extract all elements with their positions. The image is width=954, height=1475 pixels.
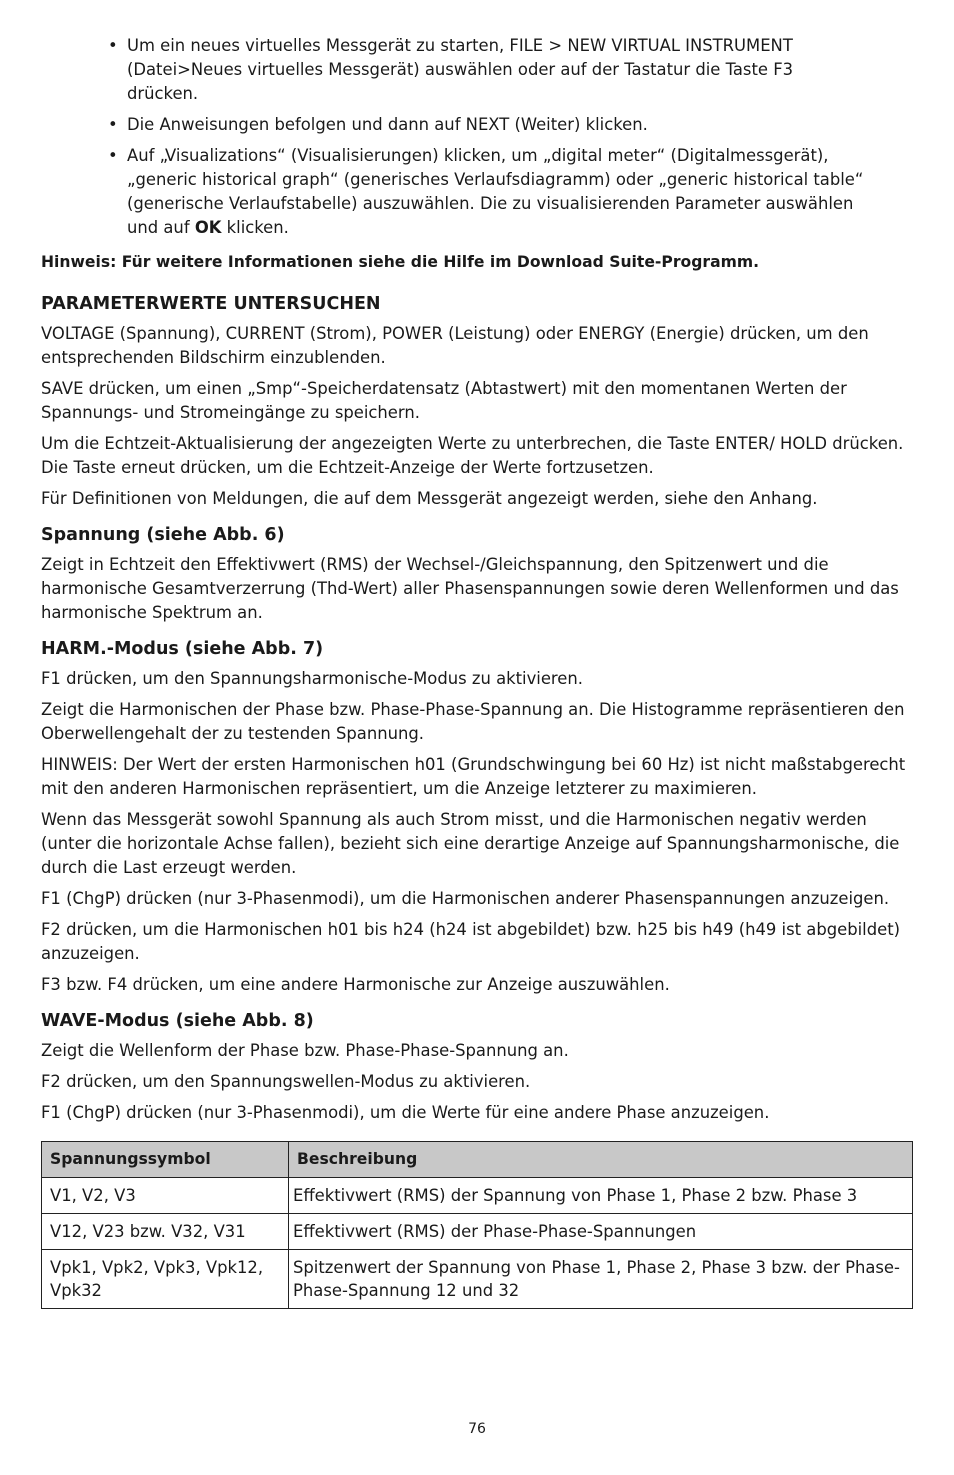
table-row [42,1214,913,1250]
cell-symbol: Vpk1, Vpk2, Vpk3, Vpk12, Vpk32 [42,1250,289,1309]
list-item-text: Auf „Visualizations“ (Visualisierungen) klicken, um „digital meter“ (Digitalmessgerät), „generic historical graph“ (generisches Verlaufsdiagramm) oder „generic historical table“ (generische Verlaufstabelle) auszuwählen. Die zu visualisierenden Parameter auswählen und auf [127,146,864,237]
table-row [42,1250,913,1309]
subsection-title-spannung: Spannung (siehe Abb. 6) [41,525,285,545]
cell-description: Effektivwert (RMS) der Phase-Phase-Spannungen [289,1214,913,1250]
page-number: 76 [468,1421,486,1437]
section-title: PARAMETERWERTE UNTERSUCHEN [41,294,381,314]
list-item [41,34,867,106]
table-row [42,1178,913,1214]
note: Hinweis: Für weitere Informationen siehe die Hilfe im Download Suite-Programm. [41,253,760,271]
column-header-description: Beschreibung [289,1142,913,1178]
paragraph: F2 drücken, um die Harmonischen h01 bis h24 (h24 ist abgebildet) bzw. h25 bis h49 (h49 ist abgebildet) anzuzeigen. [41,920,901,963]
cell-description: Spitzenwert der Spannung von Phase 1, Phase 2, Phase 3 bzw. der Phase-Phase-Spannung 12 und 32 [289,1250,913,1309]
cell-description: Effektivwert (RMS) der Spannung von Phase 1, Phase 2 bzw. Phase 3 [289,1178,913,1214]
list-item-text: Um ein neues virtuelles Messgerät zu starten, FILE > NEW VIRTUAL INSTRUMENT (Datei>Neues virtuelles Messgerät) auswählen oder auf der Tastatur die Taste F3 drücken. [127,36,794,103]
subsection-title-wave: WAVE-Modus (siehe Abb. 8) [41,1011,314,1031]
paragraph: HINWEIS: Der Wert der ersten Harmonischen h01 (Grundschwingung bei 60 Hz) ist nicht maßstabgerecht mit den anderen Harmonischen repräsentiert, um die Anzeige letzterer zu maximieren. [41,755,906,798]
paragraph: Für Definitionen von Meldungen, die auf dem Messgerät angezeigt werden, siehe den Anhang. [41,489,818,508]
paragraph: Zeigt in Echtzeit den Effektivwert (RMS) der Wechsel-/Gleichspannung, den Spitzenwert und die harmonische Gesamtverzerrung (Thd-Wert) aller Phasenspannungen sowie deren Wellenformen und das harmonische Spektrum an. [41,555,899,622]
list-item-text: Die Anweisungen befolgen und dann auf NEXT (Weiter) klicken. [127,115,648,134]
bullet-icon: • [108,36,118,55]
bullet-icon: • [108,146,118,165]
column-header-symbol: Spannungssymbol [42,1142,289,1178]
list-item [41,144,867,240]
paragraph: F1 (ChgP) drücken (nur 3-Phasenmodi), um die Werte für eine andere Phase anzuzeigen. [41,1103,770,1122]
paragraph: Zeigt die Wellenform der Phase bzw. Phase-Phase-Spannung an. [41,1041,569,1060]
paragraph: F3 bzw. F4 drücken, um eine andere Harmonische zur Anzeige auszuwählen. [41,975,670,994]
cell-symbol: V1, V2, V3 [42,1178,289,1214]
paragraph: Um die Echtzeit-Aktualisierung der angezeigten Werte zu unterbrechen, die Taste ENTER/ HOLD drücken. Die Taste erneut drücken, um die Echtzeit-Anzeige der Werte fortzusetzen. [41,434,904,477]
paragraph: F2 drücken, um den Spannungswellen-Modus zu aktivieren. [41,1072,531,1091]
document-page [41,34,913,1309]
list-item-bold: OK [194,218,222,237]
paragraph: Wenn das Messgerät sowohl Spannung als auch Strom misst, und die Harmonischen negativ werden (unter die horizontale Achse fallen), bezieht sich eine derartige Anzeige auf Spannungsharmonische, die durch die Last erzeugt werden. [41,810,900,877]
instruction-list [41,34,913,240]
table-header-row [42,1142,913,1178]
list-item-text-end: klicken. [221,218,289,237]
voltage-symbol-table [41,1141,913,1309]
paragraph: F1 (ChgP) drücken (nur 3-Phasenmodi), um die Harmonischen anderer Phasenspannungen anzuzeigen. [41,889,890,908]
paragraph: VOLTAGE (Spannung), CURRENT (Strom), POWER (Leistung) oder ENERGY (Energie) drücken, um den entsprechenden Bildschirm einzublenden. [41,324,869,367]
paragraph: SAVE drücken, um einen „Smp“-Speicherdatensatz (Abtastwert) mit den momentanen Werten der Spannungs- und Stromeingänge zu speichern. [41,379,847,422]
bullet-icon: • [108,115,118,134]
list-item [41,113,867,137]
subsection-title-harm: HARM.-Modus (siehe Abb. 7) [41,639,324,659]
cell-symbol: V12, V23 bzw. V32, V31 [42,1214,289,1250]
paragraph: F1 drücken, um den Spannungsharmonische-Modus zu aktivieren. [41,669,583,688]
paragraph: Zeigt die Harmonischen der Phase bzw. Phase-Phase-Spannung an. Die Histogramme repräsentieren den Oberwellengehalt der zu testenden Spannung. [41,700,905,743]
